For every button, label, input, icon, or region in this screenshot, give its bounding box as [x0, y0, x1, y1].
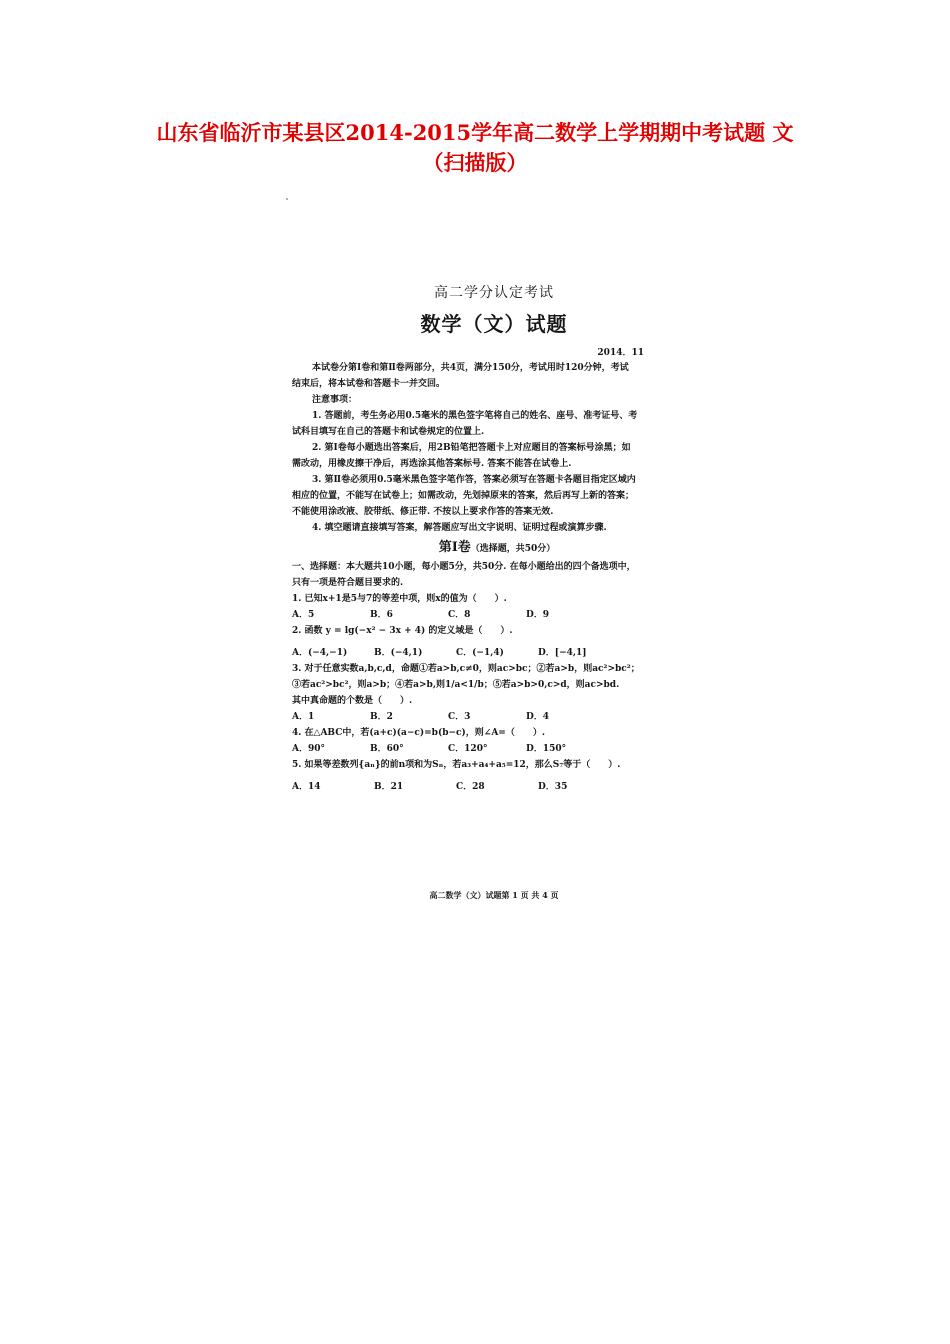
question-5: 5. 如果等差数列{aₙ}的前n项和为Sₙ，若a₃+a₄+a₅=12，那么S₇等于（ ）. [292, 760, 621, 770]
section-subtitle: （选择题，共50分） [470, 544, 556, 554]
intro-line-1: 本试卷分第Ⅰ卷和第Ⅱ卷两部分，共4页，满分150分，考试用时120分钟，考试 [312, 363, 629, 373]
mc-intro-line-2: 只有一项是符合题目要求的. [292, 578, 404, 588]
title-line-2: （扫描版） [422, 150, 528, 175]
option: D．35 [538, 782, 568, 792]
question-3-line-1: 3. 对于任意实数a,b,c,d，命题①若a>b,c≠0，则ac>bc；②若a>b，则ac²>bc²； [292, 664, 640, 674]
option: A．5 [292, 610, 315, 620]
option: A．(−4,−1) [292, 648, 348, 658]
option: D．4 [526, 712, 550, 722]
title-line-1: 山东省临沂市某县区2014-2015学年高二数学上学期期中考试题 文 [156, 120, 794, 145]
question-3-line-3: 其中真命题的个数是（ ）. [292, 696, 413, 706]
option: C．(−1,4) [456, 648, 504, 658]
option: C．120° [448, 744, 488, 754]
question-5-options [292, 779, 702, 795]
question-3-options [292, 709, 702, 725]
note-1-line-2: 试科目填写在自己的答题卡和试卷规定的位置上. [292, 427, 485, 437]
note-3-line-1: 3. 第Ⅱ卷必须用0.5毫米黑色签字笔作答，答案必须写在答题卡各题目指定区域内 [312, 475, 636, 485]
intro-line-2: 结束后，将本试卷和答题卡一并交回。 [292, 379, 446, 389]
exam-header: 高二学分认定考试 [434, 285, 554, 301]
section-title [292, 540, 702, 557]
option: B．2 [370, 712, 393, 722]
page-footer: 高二数学（文）试题第 1 页 共 4 页 [429, 890, 559, 900]
option: C．28 [456, 782, 485, 792]
scanned-exam-page [284, 270, 704, 910]
option: D．[−4,1] [538, 648, 587, 658]
option: B．60° [370, 744, 404, 754]
note-3-line-2: 相应的位置，不能写在试卷上；如需改动，先划掉原来的答案，然后再写上新的答案； [292, 491, 635, 501]
option: A．1 [292, 712, 315, 722]
option: B．6 [370, 610, 393, 620]
question-2-options [292, 645, 702, 661]
option: C．3 [448, 712, 471, 722]
option: B．(−4,1) [374, 648, 423, 658]
question-4-options [292, 741, 702, 757]
question-4: 4. 在△ABC中，若(a+c)(a−c)=b(b−c)，则∠A=（ ）. [292, 728, 545, 738]
option: C．8 [448, 610, 471, 620]
note-4: 4. 填空题请直接填写答案，解答题应写出文字说明、证明过程或演算步骤. [312, 523, 607, 533]
note-2-line-1: 2. 第Ⅰ卷每小题选出答案后，用2B铅笔把答题卡上对应题目的答案标号涂黑；如 [312, 443, 631, 453]
exam-date: 2014．11 [597, 348, 644, 358]
option: B．21 [374, 782, 404, 792]
note-2-line-2: 需改动，用橡皮擦干净后，再选涂其他答案标号. 答案不能答在试卷上. [292, 459, 572, 469]
section-name: 第Ⅰ卷 [438, 540, 471, 555]
question-2: 2. 函数 y = lg(−x² − 3x + 4) 的定义域是（ ）. [292, 626, 513, 636]
scan-speck [286, 198, 288, 200]
option: A．90° [292, 744, 326, 754]
question-1: 1. 已知x+1是5与7的等差中项，则x的值为（ ）. [292, 594, 507, 604]
note-1-line-1: 1. 答题前，考生务必用0.5毫米的黑色签字笔将自己的姓名、座号、准考证号、考 [312, 411, 638, 421]
notes-heading: 注意事项： [312, 395, 358, 405]
exam-subject-title: 数学（文）试题 [420, 312, 568, 336]
document-title [0, 118, 950, 178]
option: D．150° [526, 744, 567, 754]
option: D．9 [526, 610, 550, 620]
note-3-line-3: 不能使用涂改液、胶带纸、修正带. 不按以上要求作答的答案无效. [292, 507, 554, 517]
question-3-line-2: ③若ac²>bc²，则a>b；④若a>b,则1/a<1/b；⑤若a>b>0,c>d，则ac>bd. [292, 680, 620, 690]
option: A．14 [292, 782, 321, 792]
exam-body [292, 360, 702, 795]
question-1-options [292, 607, 702, 623]
mc-intro-line-1: 一、选择题：本大题共10小题，每小题5分，共50分. 在每小题给出的四个备选项中， [292, 562, 636, 572]
